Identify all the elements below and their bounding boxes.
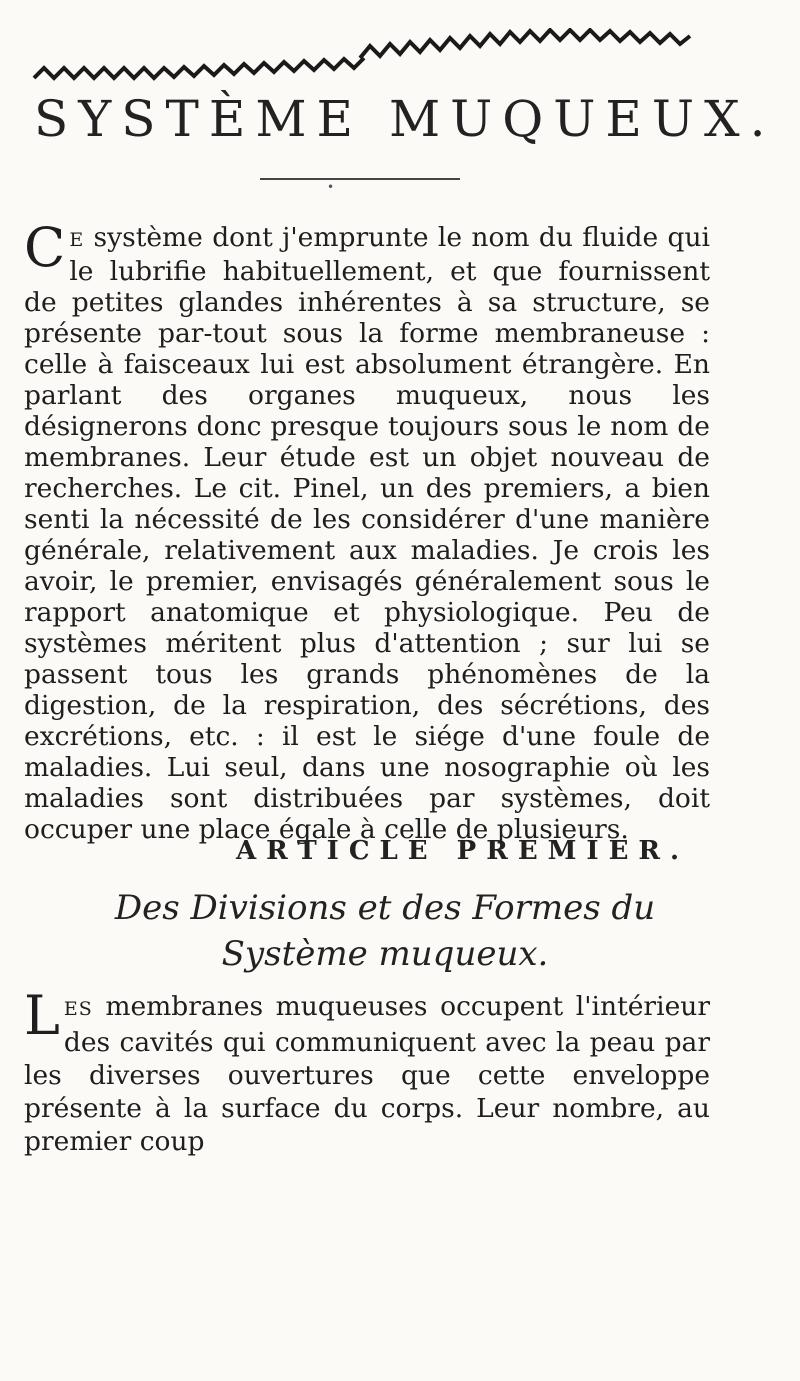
drop-cap-2: L <box>24 984 60 1047</box>
ornament-zigzag-lower <box>34 58 364 78</box>
page-title: SYSTÈME MUQUEUX. <box>34 90 776 148</box>
article-heading: ARTICLE PREMIER. <box>236 836 690 866</box>
title-rule <box>260 178 460 180</box>
smallcaps-lead: E <box>69 229 85 251</box>
article-paragraph-text: membranes muqueuses occupent l'intérieur des cavités qui communiquent avec la peau par les diverses ouvertures que cette enveloppe présente à la surface du corps. Leur nombre, au premier coup <box>24 991 710 1157</box>
intro-paragraph <box>24 216 710 845</box>
asterisk-icon: • <box>327 180 335 194</box>
section-subtitle: Des Divisions et des Formes du Système muqueux. <box>114 888 656 974</box>
ornament-border <box>30 28 700 88</box>
drop-cap: C <box>24 216 66 279</box>
intro-paragraph-text: système dont j'emprunte le nom du fluide qui le lubrifie habituellement, et que fournissent de petites glandes inhérentes à sa structure, se présente par-tout sous la forme membraneuse : celle à faisceaux lui est absolument étrangère. En parlant des organes muqueux, nous les désignerons donc presque toujours sous le nom de membranes. Leur étude est un objet nouveau de recherches. Le cit. Pinel, un des premiers, a bien senti la nécessité de les considérer d'une manière générale, relativement aux maladies. Je crois les avoir, le premier, envisagés généralement sous le rapport anatomique et physiologique. Peu de systèmes méritent plus d'attention ; sur lui se passent tous les grands phénomènes de la digestion, de la respiration, des sécrétions, des excrétions, etc. : il est le siége d'une foule de maladies. Lui seul, dans une nosographie où les maladies sont distribuées par systèmes, doit occuper une place égale à celle de plusieurs. <box>24 222 710 845</box>
article-paragraph <box>24 984 710 1158</box>
ornament-zigzag-upper <box>360 30 690 58</box>
smallcaps-lead-2: ES <box>63 998 93 1020</box>
